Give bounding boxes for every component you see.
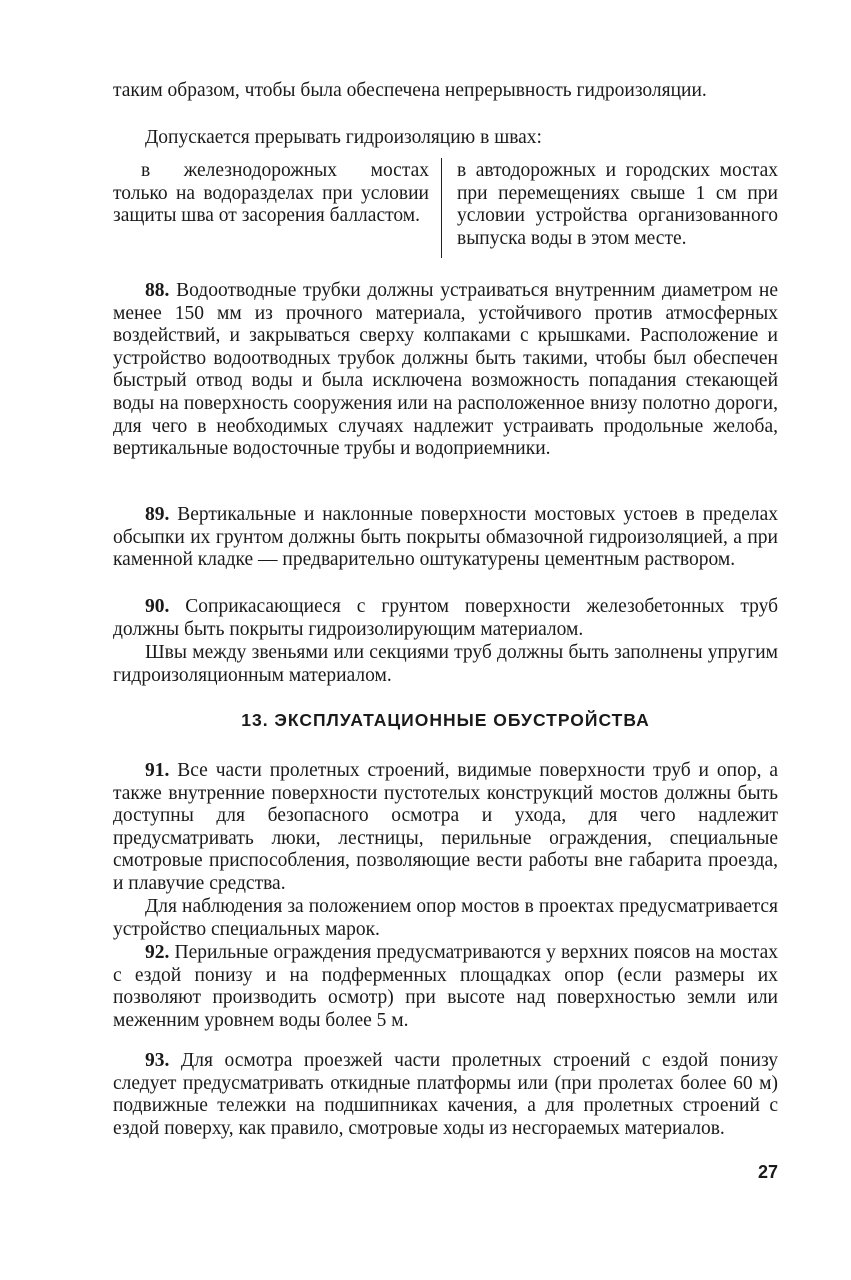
paragraph-number: 90.	[145, 596, 170, 617]
paragraph-number: 88.	[145, 280, 170, 301]
right-column-text: в автодорожных и городских мостах при перемещениях свыше 1 см при условии устройства организованного выпуска воды в этом месте.	[457, 160, 778, 249]
continuation-paragraph: таким образом, чтобы была обеспечена непрерывность гидроизоляции.	[113, 80, 707, 101]
paragraph-text: Водоотводные трубки должны устраиваться внутренним диаметром не менее 150 мм из прочного материала, устойчивого против атмосферных воздействий, и закрываться сверху колпаками с крышками. Расположение и устройство водоотводных трубок должны быть такими, чтобы был обеспечен быстрый отвод воды и была исключена возможность попадания стекающей воды на поверхность сооружения или на расположенное внизу полотно дороги, для чего в необходимых случаях надлежит устраивать продольные желоба, вертикальные водосточные трубы и водоприемники.	[113, 280, 779, 460]
paragraph-text: Для наблюдения за положением опор мостов в проектах предусматривается устройство специальных марок.	[113, 896, 778, 940]
paragraph-91	[113, 760, 778, 896]
paragraph-number: 91.	[145, 760, 170, 781]
paragraph-seams	[113, 642, 778, 687]
paragraph-90	[113, 596, 778, 641]
left-column-text: в железнодорожных мостах только на водоразделах при условии защиты шва от засорения балластом.	[113, 160, 429, 227]
paragraph-text: Все части пролетных строений, видимые поверхности труб и опор, а также внутренние поверхности пустотелых конструкций мостов должны быть доступны для безопасного осмотра и ухода, для чего надлежит предусматривать люки, лестницы, перильные ограждения, специальные смотровые приспособления, позволяющие вести работы вне габарита проезда, и плавучие средства.	[113, 760, 779, 894]
paragraph-text: Перильные ограждения предусматриваются у верхних поясов на мостах с ездой понизу и на подферменных площадках опор (если размеры их позволяют производить осмотр) при высоте над поверхностью земли или меженним уровнем воды более 5 м.	[113, 942, 779, 1031]
paragraph-markers	[113, 896, 778, 941]
paragraph-number: 89.	[145, 504, 170, 525]
paragraph-number: 93.	[145, 1050, 170, 1071]
paragraph-88	[113, 280, 778, 461]
paragraph-text: Вертикальные и наклонные поверхности мостовых устоев в пределах обсыпки их грунтом должны быть покрыты обмазочной гидроизоляцией, а при каменной кладке — предварительно оштукатурены цементным раствором.	[113, 504, 779, 571]
allowed-intro: Допускается прерывать гидроизоляцию в швах:	[145, 127, 542, 148]
paragraph-text: Швы между звеньями или секциями труб должны быть заполнены упругим гидроизоляционным материалом.	[113, 642, 778, 686]
section-heading: 13. ЭКСПЛУАТАЦИОННЫЕ ОБУСТРОЙСТВА	[241, 710, 650, 730]
paragraph-92	[113, 942, 778, 1032]
paragraph-93	[113, 1050, 778, 1140]
page-number: 27	[757, 1162, 778, 1182]
paragraph-89	[113, 504, 778, 572]
paragraph-text: Для осмотра проезжей части пролетных строений с ездой понизу следует предусматривать откидные платформы или (при пролетах более 60 м) подвижные тележки на подшипниках качения, а для пролетных строений с ездой поверху, как правило, смотровые ходы из несгораемых материалов.	[113, 1050, 778, 1139]
paragraph-number: 92.	[145, 942, 170, 963]
column-divider	[441, 158, 442, 258]
paragraph-text: Соприкасающиеся с грунтом поверхности железобетонных труб должны быть покрыты гидроизолирующим материалом.	[113, 596, 778, 640]
